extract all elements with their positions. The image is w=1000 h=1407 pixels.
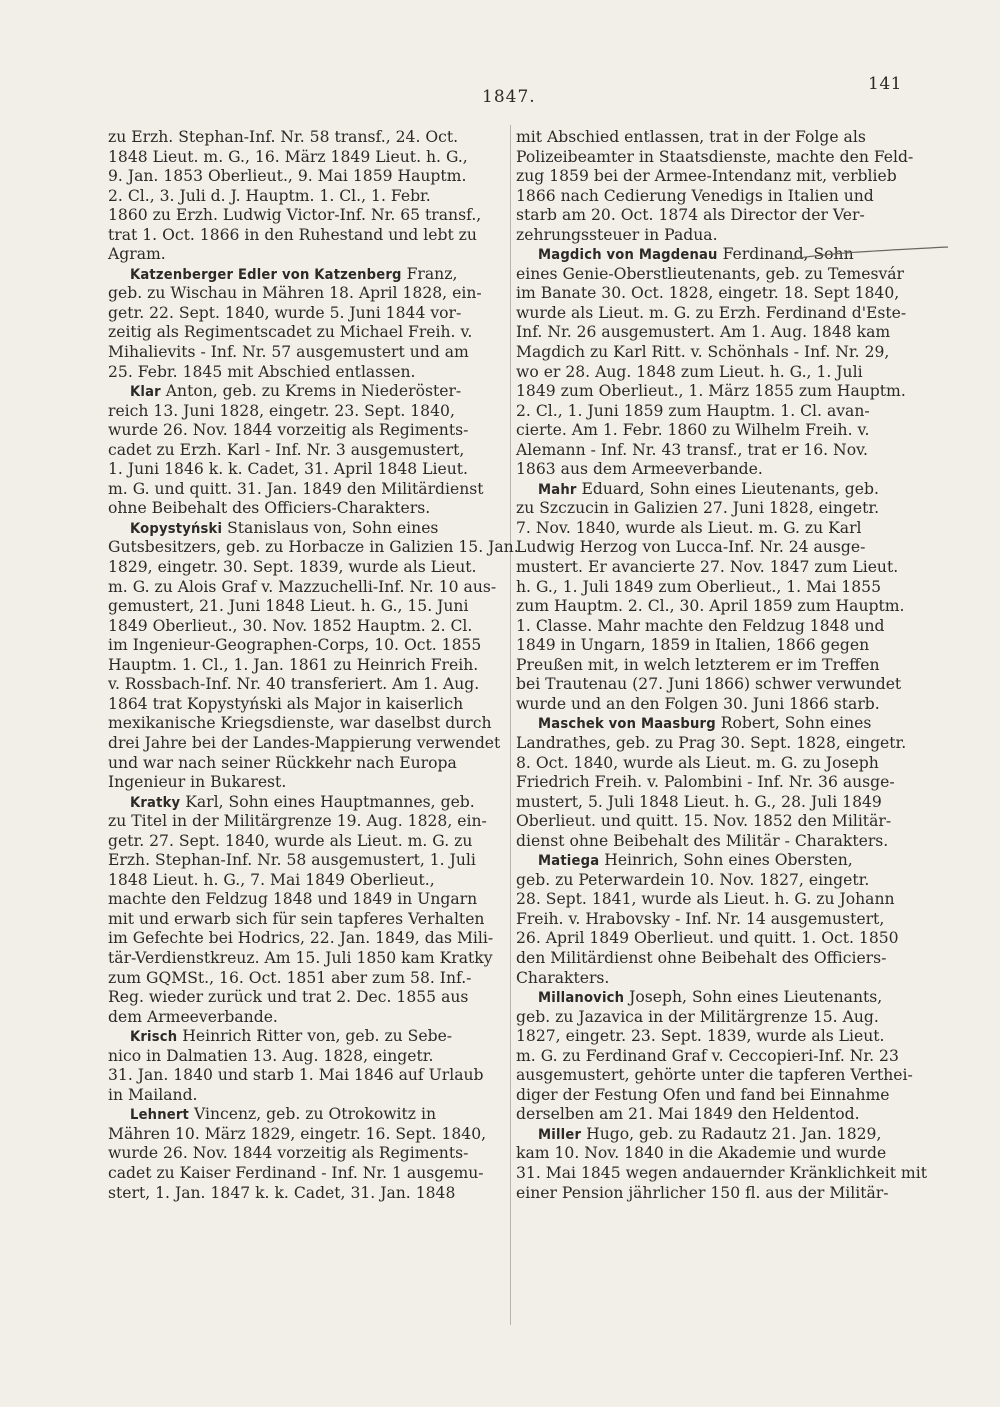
text-line xyxy=(516,382,920,402)
text-line xyxy=(516,421,920,441)
line-text: m. G. zu Alois Graf v. Mazzuchelli-Inf. Nr. 10 aus- xyxy=(108,577,497,596)
text-line xyxy=(516,832,920,852)
line-text: cadet zu Erzh. Karl - Inf. Nr. 3 ausgemustert, xyxy=(108,440,465,459)
text-line xyxy=(516,969,920,989)
text-line xyxy=(108,656,506,676)
text-line xyxy=(108,284,506,304)
text-line xyxy=(108,812,506,832)
text-line xyxy=(516,1163,927,1184)
text-line xyxy=(108,754,506,774)
line-text: Franz, xyxy=(401,264,458,283)
text-line xyxy=(516,363,920,383)
entry-name: Kratky xyxy=(130,793,181,811)
text-line xyxy=(108,538,519,558)
text-line xyxy=(108,304,506,324)
entry-name: Krisch xyxy=(130,1028,178,1046)
text-line xyxy=(108,402,506,422)
text-line xyxy=(108,343,506,363)
line-text: Ferdinand, Sohn xyxy=(717,245,854,264)
text-line xyxy=(108,480,506,500)
line-text: zug 1859 bei der Armee-Intendanz mit, verblieb xyxy=(516,167,897,186)
line-text: 1848 Lieut. m. G., 16. März 1849 Lieut. h. G., xyxy=(108,147,468,166)
line-text: derselben am 21. Mai 1849 den Heldentod. xyxy=(516,1105,860,1124)
line-text: h. G., 1. Juli 1849 zum Oberlieut., 1. Mai 1855 xyxy=(516,577,881,596)
line-text: machte den Feldzug 1848 und 1849 in Ungarn xyxy=(108,890,478,909)
line-text: geb. zu Jazavica in der Militärgrenze 15. Aug. xyxy=(516,1007,879,1026)
line-text: Charakters. xyxy=(516,968,610,987)
entry-heading-line xyxy=(516,480,920,500)
line-text: wurde als Lieut. m. G. zu Erzh. Ferdinand d'Este- xyxy=(516,303,907,322)
text-line xyxy=(108,851,506,871)
line-text: cierte. Am 1. Febr. 1860 zu Wilhelm Freih. v. xyxy=(516,421,870,440)
text-line xyxy=(108,969,506,989)
text-line xyxy=(108,499,506,519)
line-text: cadet zu Kaiser Ferdinand - Inf. Nr. 1 ausgemu- xyxy=(108,1163,484,1182)
line-text: wurde 26. Nov. 1844 vorzeitig als Regiments- xyxy=(108,421,469,440)
line-text: nico in Dalmatien 13. Aug. 1828, eingetr. xyxy=(108,1046,434,1065)
text-line xyxy=(516,1066,920,1086)
text-line xyxy=(108,988,506,1008)
text-line xyxy=(516,1105,920,1125)
text-line xyxy=(108,1008,506,1028)
line-text: Mihalievits - Inf. Nr. 57 ausgemustert und am xyxy=(108,343,469,362)
line-text: im Gefechte bei Hodrics, 22. Jan. 1849, das Mili- xyxy=(108,929,494,948)
entry-heading-line xyxy=(108,265,506,285)
line-text: ausgemustert, gehörte unter die tapferen Verthei- xyxy=(516,1066,913,1085)
entry-name: Mahr xyxy=(538,480,577,498)
text-line xyxy=(516,1184,920,1204)
line-text: geb. zu Wischau in Mähren 18. April 1828, ein- xyxy=(108,284,482,303)
text-line xyxy=(516,773,920,793)
line-text: Landrathes, geb. zu Prag 30. Sept. 1828, eingetr. xyxy=(516,733,907,752)
line-text: Reg. wieder zurück und trat 2. Dec. 1855 aus xyxy=(108,988,469,1007)
text-line xyxy=(108,558,506,578)
line-text: 1866 nach Cedierung Venedigs in Italien und xyxy=(516,186,874,205)
line-text: gemustert, 21. Juni 1848 Lieut. h. G., 15. Juni xyxy=(108,597,469,616)
entry-name: Millanovich xyxy=(538,989,625,1007)
text-line xyxy=(516,910,920,930)
text-line xyxy=(516,812,920,832)
line-text: einer Pension jährlicher 150 fl. aus der Militär- xyxy=(516,1183,889,1202)
line-text: ohne Beibehalt des Officiers-Charakters. xyxy=(108,499,431,518)
column-divider xyxy=(510,125,511,1325)
text-line xyxy=(108,578,506,598)
line-text: tär-Verdienstkreuz. Am 15. Juli 1850 kam Kratky xyxy=(108,948,493,967)
line-text: 1. Classe. Mahr machte den Feldzug 1848 und xyxy=(516,616,885,635)
entry-name: Katzenberger Edler von Katzenberg xyxy=(130,265,402,283)
text-line xyxy=(516,1047,920,1067)
line-text: zu Szczucin in Galizien 27. Juni 1828, eingetr. xyxy=(516,499,880,518)
line-text: in Mailand. xyxy=(108,1085,198,1104)
line-text: 1860 zu Erzh. Ludwig Victor-Inf. Nr. 65 transf., xyxy=(108,206,482,225)
text-line xyxy=(108,1144,506,1164)
line-text: Alemann - Inf. Nr. 43 transf., trat er 16. Nov. xyxy=(516,440,868,459)
text-line xyxy=(108,323,506,343)
line-text: diger der Festung Ofen und fand bei Einnahme xyxy=(516,1085,890,1104)
line-text: im Ingenieur-Geographen-Corps, 10. Oct. 1855 xyxy=(108,636,482,655)
entry-name: Kopystyński xyxy=(130,519,223,537)
line-text: 2. Cl., 3. Juli d. J. Hauptm. 1. Cl., 1. Febr. xyxy=(108,186,431,205)
text-line xyxy=(516,636,920,656)
text-line xyxy=(516,734,920,754)
line-text: Stanislaus von, Sohn eines xyxy=(222,518,439,537)
line-text: m. G. zu Ferdinand Graf v. Ceccopieri-Inf. Nr. 23 xyxy=(516,1046,899,1065)
text-line xyxy=(516,793,920,813)
line-text: 1849 in Ungarn, 1859 in Italien, 1866 gegen xyxy=(516,636,870,655)
text-line xyxy=(108,245,506,265)
text-line xyxy=(516,226,920,246)
text-line xyxy=(108,871,506,891)
entry-heading-line xyxy=(108,1105,506,1125)
line-text: v. Rossbach-Inf. Nr. 40 transferiert. Am 1. Aug. xyxy=(108,675,480,694)
text-line xyxy=(516,284,920,304)
text-line xyxy=(516,343,920,363)
line-text: reich 13. Juni 1828, eingetr. 23. Sept. 1840, xyxy=(108,401,455,420)
line-text: Heinrich Ritter von, geb. zu Sebe- xyxy=(177,1027,453,1046)
line-text: Agram. xyxy=(108,245,166,264)
text-line xyxy=(108,187,506,207)
text-line xyxy=(516,754,920,774)
line-text: 31. Jan. 1840 und starb 1. Mai 1846 auf Urlaub xyxy=(108,1066,484,1085)
entry-name: Magdich von Magdenau xyxy=(538,246,718,264)
line-text: Karl, Sohn eines Hauptmannes, geb. xyxy=(180,792,475,811)
line-text: trat 1. Oct. 1866 in den Ruhestand und lebt zu xyxy=(108,225,477,244)
line-text: kam 10. Nov. 1840 in die Akademie und wurde xyxy=(516,1144,887,1163)
text-line xyxy=(516,675,920,695)
line-text: drei Jahre bei der Landes-Mappierung verwendet xyxy=(108,733,501,752)
text-line xyxy=(516,187,920,207)
left-column xyxy=(108,128,519,1203)
entry-name: Matiega xyxy=(538,852,600,870)
text-line xyxy=(516,617,920,637)
text-line xyxy=(108,1184,506,1204)
line-text: zehrungssteuer in Padua. xyxy=(516,225,718,244)
text-line xyxy=(516,206,920,226)
text-line xyxy=(516,323,920,343)
text-line xyxy=(108,148,506,168)
line-text: 1829, eingetr. 30. Sept. 1839, wurde als Lieut. xyxy=(108,558,477,577)
text-line xyxy=(108,128,506,148)
entry-heading-line xyxy=(516,851,920,871)
line-text: 7. Nov. 1840, wurde als Lieut. m. G. zu Karl xyxy=(516,518,862,537)
line-text: Preußen mit, in welch letzterem er im Treffen xyxy=(516,655,880,674)
entry-heading-line xyxy=(108,793,506,813)
text-line xyxy=(516,128,920,148)
text-line xyxy=(516,656,920,676)
line-text: mit Abschied entlassen, trat in der Folge als xyxy=(516,128,866,146)
entry-name: Klar xyxy=(130,383,161,401)
line-text: 2. Cl., 1. Juni 1859 zum Hauptm. 1. Cl. avan- xyxy=(516,401,870,420)
text-line xyxy=(516,949,920,969)
line-text: m. G. und quitt. 31. Jan. 1849 den Militärdienst xyxy=(108,479,484,498)
line-text: dem Armeeverbande. xyxy=(108,1007,278,1026)
entry-heading-line xyxy=(108,382,506,402)
text-line xyxy=(108,421,506,441)
line-text: Friedrich Freih. v. Palombini - Inf. Nr. 36 ausge- xyxy=(516,773,895,792)
line-text: Gutsbesitzers, geb. zu Horbacze in Galizien 15. Jan. xyxy=(108,538,519,557)
line-text: zeitig als Regimentscadet zu Michael Freih. v. xyxy=(108,323,473,342)
text-line xyxy=(516,402,920,422)
entry-name: Miller xyxy=(538,1125,582,1143)
line-text: bei Trautenau (27. Juni 1866) schwer verwundet xyxy=(516,675,902,694)
line-text: getr. 22. Sept. 1840, wurde 5. Juni 1844 vor- xyxy=(108,303,462,322)
text-line xyxy=(108,734,506,754)
entry-name: Lehnert xyxy=(130,1106,190,1124)
line-text: Freih. v. Hrabovsky - Inf. Nr. 14 ausgemustert, xyxy=(516,909,885,928)
text-line xyxy=(108,1047,506,1067)
text-line xyxy=(516,1144,920,1164)
line-text: mexikanische Kriegsdienste, war daselbst durch xyxy=(108,714,492,733)
line-text: Ingenieur in Bukarest. xyxy=(108,773,287,792)
line-text: Robert, Sohn eines xyxy=(715,714,872,733)
text-line xyxy=(108,226,506,246)
line-text: 1849 zum Oberlieut., 1. März 1855 zum Hauptm. xyxy=(516,382,906,401)
line-text: wo er 28. Aug. 1848 zum Lieut. h. G., 1. Juli xyxy=(516,362,863,381)
text-line xyxy=(108,1164,506,1184)
line-text: 1864 trat Kopystyński als Major in kaiserlich xyxy=(108,694,464,713)
line-text: wurde und an den Folgen 30. Juni 1866 starb. xyxy=(516,694,880,713)
entry-heading-line xyxy=(516,988,920,1008)
text-line xyxy=(108,949,506,969)
text-line xyxy=(516,167,920,187)
line-text: starb am 20. Oct. 1874 als Director der Ver- xyxy=(516,206,865,225)
line-text: 8. Oct. 1840, wurde als Lieut. m. G. zu Joseph xyxy=(516,753,879,772)
line-text: zum GQMSt., 16. Oct. 1851 aber zum 58. Inf.- xyxy=(108,968,472,987)
line-text: geb. zu Peterwardein 10. Nov. 1827, eingetr. xyxy=(516,870,870,889)
line-text: zu Erzh. Stephan-Inf. Nr. 58 transf., 24. Oct. xyxy=(108,128,459,146)
text-line xyxy=(516,929,920,949)
line-text: und war nach seiner Rückkehr nach Europa xyxy=(108,753,457,772)
text-line xyxy=(516,558,920,578)
line-text: 1. Juni 1846 k. k. Cadet, 31. April 1848 Lieut. xyxy=(108,460,468,479)
entry-heading-line xyxy=(108,1027,506,1047)
line-text: Erzh. Stephan-Inf. Nr. 58 ausgemustert, 1. Juli xyxy=(108,851,476,870)
line-text: 9. Jan. 1853 Oberlieut., 9. Mai 1859 Hauptm. xyxy=(108,167,467,186)
line-text: zum Hauptm. 2. Cl., 30. April 1859 zum Hauptm. xyxy=(516,597,905,616)
text-line xyxy=(108,636,506,656)
text-line xyxy=(516,578,920,598)
line-text: Hugo, geb. zu Radautz 21. Jan. 1829, xyxy=(581,1124,882,1143)
text-line xyxy=(516,871,920,891)
line-text: 1848 Lieut. h. G., 7. Mai 1849 Oberlieut., xyxy=(108,870,435,889)
line-text: mit und erwarb sich für sein tapferes Verhalten xyxy=(108,909,485,928)
line-text: Magdich zu Karl Ritt. v. Schönhals - Inf. Nr. 29, xyxy=(516,343,890,362)
text-line xyxy=(108,1125,506,1145)
line-text: 1849 Oberlieut., 30. Nov. 1852 Hauptm. 2. Cl. xyxy=(108,616,473,635)
line-text: dienst ohne Beibehalt des Militär - Charakters. xyxy=(516,831,889,850)
text-line xyxy=(516,519,920,539)
line-text: im Banate 30. Oct. 1828, eingetr. 18. Sept 1840, xyxy=(516,284,900,303)
line-text: 25. Febr. 1845 mit Abschied entlassen. xyxy=(108,362,416,381)
line-text: Eduard, Sohn eines Lieutenants, geb. xyxy=(576,479,879,498)
line-text: mustert, 5. Juli 1848 Lieut. h. G., 28. Juli 1849 xyxy=(516,792,882,811)
line-text: 28. Sept. 1841, wurde als Lieut. h. G. zu Johann xyxy=(516,890,895,909)
line-text: wurde 26. Nov. 1844 vorzeitig als Regiments- xyxy=(108,1144,469,1163)
line-text: den Militärdienst ohne Beibehalt des Officiers- xyxy=(516,948,887,967)
page-year-heading: 1847. xyxy=(482,87,536,107)
line-text: Hauptm. 1. Cl., 1. Jan. 1861 zu Heinrich Freih. xyxy=(108,655,479,674)
line-text: Ludwig Herzog von Lucca-Inf. Nr. 24 ausge- xyxy=(516,538,866,557)
handwritten-strike-mark xyxy=(790,245,950,265)
line-text: Oberlieut. und quitt. 15. Nov. 1852 den Militär- xyxy=(516,812,892,831)
text-line xyxy=(108,890,506,910)
text-line xyxy=(516,890,920,910)
text-line xyxy=(516,1008,920,1028)
line-text: Polizeibeamter in Staatsdienste, machte den Feld- xyxy=(516,147,914,166)
line-text: 1863 aus dem Armeeverbande. xyxy=(516,460,763,479)
line-text: 26. April 1849 Oberlieut. und quitt. 1. Oct. 1850 xyxy=(516,929,899,948)
entry-heading-line xyxy=(516,1125,920,1145)
text-line xyxy=(108,206,506,226)
text-line xyxy=(516,1027,920,1047)
text-line xyxy=(108,832,506,852)
text-line xyxy=(108,675,506,695)
text-line xyxy=(516,265,920,285)
text-line xyxy=(516,304,920,324)
text-line xyxy=(516,597,920,617)
text-line xyxy=(516,441,920,461)
text-line xyxy=(108,1066,506,1086)
text-line xyxy=(108,617,506,637)
text-line xyxy=(516,1086,920,1106)
line-text: mustert. Er avancierte 27. Nov. 1847 zum Lieut. xyxy=(516,558,899,577)
line-text: Anton, geb. zu Krems in Niederöster- xyxy=(160,382,462,401)
line-text: getr. 27. Sept. 1840, wurde als Lieut. m. G. zu xyxy=(108,831,473,850)
text-line xyxy=(108,167,506,187)
text-line xyxy=(516,538,920,558)
line-text: Joseph, Sohn eines Lieutenants, xyxy=(624,988,883,1007)
text-line xyxy=(108,460,506,480)
right-column xyxy=(516,128,927,1203)
text-line xyxy=(108,695,506,715)
text-line xyxy=(108,363,506,383)
line-text: 1827, eingetr. 23. Sept. 1839, wurde als Lieut. xyxy=(516,1027,885,1046)
text-line xyxy=(108,441,506,461)
text-line xyxy=(108,714,506,734)
line-text: stert, 1. Jan. 1847 k. k. Cadet, 31. Jan. 1848 xyxy=(108,1183,456,1202)
text-line xyxy=(108,773,506,793)
line-text: Mähren 10. März 1829, eingetr. 16. Sept. 1840, xyxy=(108,1124,487,1143)
page-number: 141 xyxy=(868,74,902,94)
text-line xyxy=(108,597,506,617)
line-text: eines Genie-Oberstlieutenants, geb. zu Temesvár xyxy=(516,264,905,283)
line-text: Heinrich, Sohn eines Obersten, xyxy=(599,851,853,870)
text-line xyxy=(516,148,920,168)
text-line xyxy=(516,695,920,715)
entry-heading-line xyxy=(108,519,506,539)
line-text: Inf. Nr. 26 ausgemustert. Am 1. Aug. 1848 kam xyxy=(516,323,891,342)
text-line xyxy=(108,910,506,930)
text-line xyxy=(516,460,920,480)
line-text: zu Titel in der Militärgrenze 19. Aug. 1828, ein- xyxy=(108,812,487,831)
line-text: 31. Mai 1845 wegen andauernder Kränklichkeit mit xyxy=(516,1163,927,1182)
text-line xyxy=(108,1086,506,1106)
entry-name: Maschek von Maasburg xyxy=(538,715,716,733)
entry-heading-line xyxy=(516,714,920,734)
line-text: Vincenz, geb. zu Otrokowitz in xyxy=(189,1105,437,1124)
text-line xyxy=(516,499,920,519)
text-line xyxy=(108,929,506,949)
